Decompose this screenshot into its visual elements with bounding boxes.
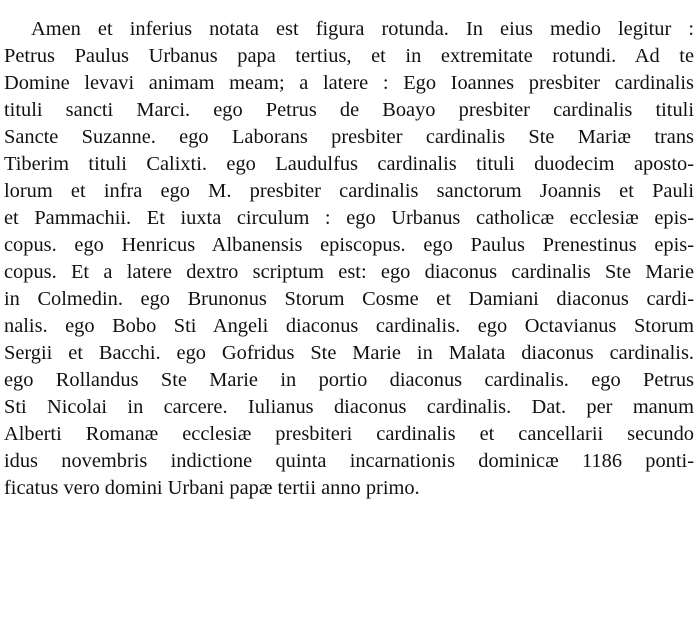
text-line-9: copus. ego Henricus Albanensis episcopus. ego Paulus Prenestinus epis- (4, 234, 694, 256)
text-line-16: Alberti Romanæ ecclesiæ presbiteri cardinalis et cancellarii secundo (4, 423, 694, 445)
text-line-3: Domine levavi animam meam; a latere : Ego Ioannes presbiter cardinalis (4, 72, 694, 94)
text-line-2: Petrus Paulus Urbanus papa tertius, et in extremitate rotundi. Ad te (4, 45, 694, 67)
text-line-15: Sti Nicolai in carcere. Iulianus diaconus cardinalis. Dat. per manum (4, 396, 694, 418)
text-line-8: et Pammachii. Et iuxta circulum : ego Urbanus catholicæ ecclesiæ epis- (4, 207, 694, 229)
text-line-17: idus novembris indictione quinta incarnationis dominicæ 1186 ponti- (4, 450, 694, 472)
text-line-12: nalis. ego Bobo Sti Angeli diaconus cardinalis. ego Octavianus Storum (4, 315, 694, 337)
text-line-13: Sergii et Bacchi. ego Gofridus Ste Marie in Malata diaconus cardinalis. (4, 342, 694, 364)
text-line-5: Sancte Suzanne. ego Laborans presbiter cardinalis Ste Mariæ trans (4, 126, 694, 148)
text-line-4: tituli sancti Marci. ego Petrus de Boayo presbiter cardinalis tituli (4, 99, 694, 121)
document-text-block (4, 16, 694, 502)
text-line-7: lorum et infra ego M. presbiter cardinalis sanctorum Joannis et Pauli (4, 180, 694, 202)
text-line-6: Tiberim tituli Calixti. ego Laudulfus cardinalis tituli duodecim aposto- (4, 153, 694, 175)
text-line-10: copus. Et a latere dextro scriptum est: ego diaconus cardinalis Ste Marie (4, 261, 694, 283)
text-line-11: in Colmedin. ego Brunonus Storum Cosme et Damiani diaconus cardi- (4, 288, 694, 310)
text-line-1: Amen et inferius notata est figura rotunda. In eius medio legitur : (31, 18, 694, 40)
text-line-14: ego Rollandus Ste Marie in portio diaconus cardinalis. ego Petrus (4, 369, 694, 391)
text-line-18: ficatus vero domini Urbani papæ tertii anno primo. (4, 477, 420, 499)
